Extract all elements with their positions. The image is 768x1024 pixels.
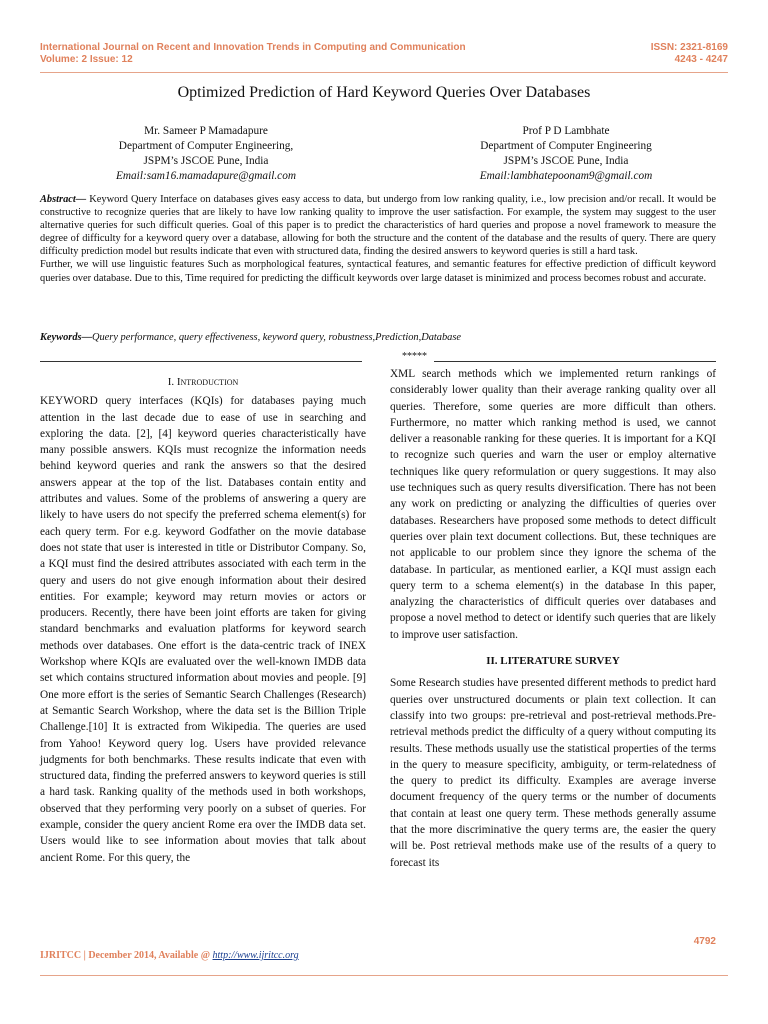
column-left — [40, 374, 366, 866]
author-institution: JSPM’s JSCOE Pune, India — [143, 155, 269, 167]
footer-link[interactable]: http://www.ijritcc.org — [212, 950, 299, 961]
author-2 — [446, 124, 686, 184]
author-email: Email:lambhatepoonam9@gmail.com — [479, 170, 653, 182]
author-department: Department of Computer Engineering, — [118, 140, 294, 152]
journal-header — [40, 42, 728, 68]
author-name: Mr. Sameer P Mamadapure — [144, 125, 268, 137]
footer-label: IJRITCC | December 2014, Available @ — [40, 950, 213, 961]
footer-text — [40, 950, 299, 961]
abstract-text-2: Further, we will use linguistic features Such as morphological features, syntactical features, and semantic features for effective prediction of difficult keyword queries over database. Due to this, Time required for predicting the difficult keywords over large dataset is minimized and process becomes robust and accurate. — [40, 259, 716, 284]
abstract — [40, 193, 716, 285]
keywords-text: Query performance, query effectiveness, keyword query, robustness,Prediction,Database — [91, 332, 462, 343]
section-separator — [40, 352, 716, 366]
column-right — [390, 366, 716, 871]
journal-name: International Journal on Recent and Innovation Trends in Computing and Communication — [40, 42, 466, 53]
keywords — [40, 331, 716, 344]
separator-stars: ***** — [402, 351, 427, 362]
journal-pages: 4243 - 4247 — [674, 54, 728, 65]
introduction-continued: XML search methods which we implemented return rankings of considerably lower quality than their average ranking quality over all queries. Therefore, some queries are more difficult than others. Furthermore, no matter which ranking method is used, we cannot deliver a reasonable ranking for these queries. It is important for a KQI to recognize such queries and warn the user or employ alternative techniques like query reformulation or query suggestions. It may also use techniques such as query results diversification. There has not been any work on predicting or analyzing the difficulties of queries over databases. Researchers have proposed some methods to detect difficult queries over plain text document collections. But, these techniques are not applicable to our problem since they ignore the schema of the database. In particular, as mentioned earlier, a KQI must assign each query term to a schema element(s) in the database In this paper, analyzing the characteristics of difficult queries over databases and propose a novel method to detect or identify such queries that are likely to improve user satisfaction. — [390, 368, 716, 641]
journal-volume: Volume: 2 Issue: 12 — [40, 54, 133, 65]
literature-survey-body: Some Research studies have presented different methods to predict hard queries over unstructured documents or plain text collection. It can classify into two groups: pre-retrieval and post-retrieval methods.Pre-retrieval methods predict the difficulty of a query without computing its results. These methods usually use the statistical properties of the terms in the query to measure specificity, ambiguity, or term-relatedness of the query to predict its difficulty. Examples are average inverse document frequency of the query terms or the number of documents that contain at least one query term. These methods generally assume that the more discriminative the query terms are, the easier the query will be. Post retrieval methods make use of the results of a query to forecast its — [390, 677, 716, 869]
section-heading-literature-survey: II. LITERATURE SURVEY — [486, 655, 620, 668]
author-name: Prof P D Lambhate — [522, 125, 610, 137]
journal-header-left — [40, 42, 466, 66]
section-heading-introduction: I. Introduction — [167, 376, 239, 388]
abstract-paragraph-1 — [40, 193, 716, 258]
author-1 — [86, 124, 326, 184]
page-number: 4792 — [693, 936, 716, 947]
footer-rule — [40, 975, 728, 976]
introduction-body: KEYWORD query interfaces (KQIs) for databases paying much attention in the last decade due to ease of use in searching and exploring the data. [2], [4] keyword queries characteristically have many possible answers. KQIs must recognize the information needs behind keyword queries and rank the answers so that the desired answers appear at the top of the list. Databases contain entity and attributes and values. Some of the problems of answering a query are likely to have users do not specify the preferred schema element(s) for each query term. For e.g. keyword Godfather on the movie database does not state that user is interested in title or Distributor Company. So, a KQI must find the desired attributes associated with each term in the query and users do not give enough information about their desired entities. For example; keyword may return movies or actors or producers. Recently, there have been joint efforts are taken for giving standard benchmarks and evaluation platforms for keyword search methods over databases. One effort is the data-centric track of INEX Workshop where KQIs are evaluated over the well-known IMDB data set which contains structured information about movies and people. [9] One more effort is the series of Semantic Search Challenges (Research) at Semantic Search Workshop, where the data set is the Billion Triple Challenge.[10] It is extracted from Wikipedia. The queries are used from Yahoo! Keyword query log. Users have provided relevance judgments for both benchmarks. These results indicate that even with structured data, finding the preferred answers to keyword queries is still a hard task. Ranking quality of the methods used in both workshops, observed that they performing very poorly on a subset of queries. For example, consider the query ancient Rome era over the IMDB data set. Users would like to see information about movies that talk about ancient Rome. For this query, the — [40, 395, 366, 864]
author-department: Department of Computer Engineering — [480, 140, 652, 152]
abstract-label: Abstract— — [40, 194, 87, 205]
separator-line-left — [40, 361, 362, 362]
journal-header-right — [651, 42, 728, 66]
paper-title: Optimized Prediction of Hard Keyword Queries Over Databases — [177, 84, 591, 101]
abstract-text-1: Keyword Query Interface on databases gives easy access to data, but undergo from low ranking quality, i.e., low precision and/or recall. It would be constructive to recognize queries that are likely to have low ranking quality to improve the user satisfaction. For example, the system may suggest to the user alternative queries for such difficult queries. Goal of this paper is to predict the characteristics of hard queries and propose a novel framework to measure the degree of difficulty for a keyword query over a database, allowing for both the structure and the content of the database and the results of query. There are query difficulty prediction model but results indicate that even with structured data, finding the desired answers to keyword queries is still a hard task. — [40, 194, 716, 258]
journal-issn: ISSN: 2321-8169 — [650, 42, 728, 53]
header-rule — [40, 72, 728, 73]
page-footer — [40, 936, 716, 990]
keywords-label: Keywords— — [40, 332, 92, 343]
author-institution: JSPM’s JSCOE Pune, India — [503, 155, 629, 167]
author-email: Email:sam16.mamadapure@gmail.com — [115, 170, 297, 182]
separator-line-right — [434, 361, 716, 362]
